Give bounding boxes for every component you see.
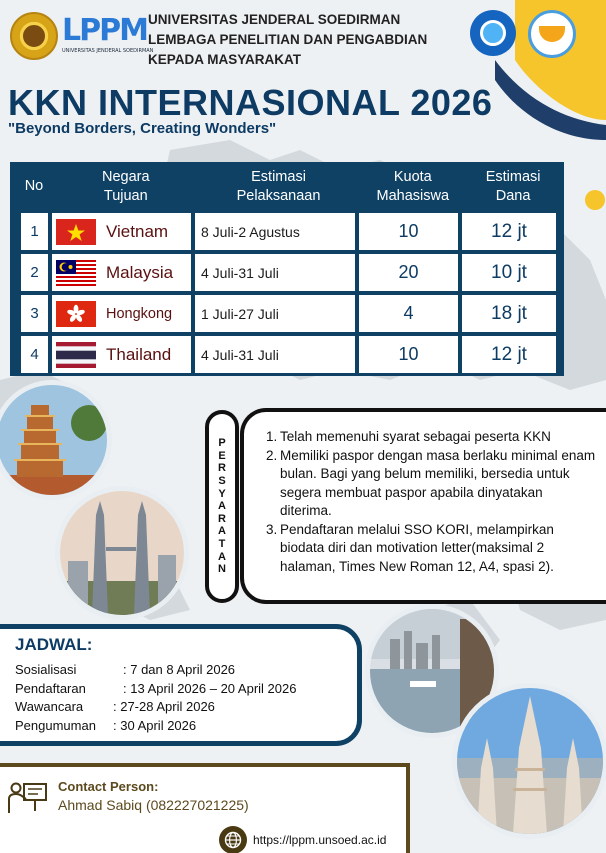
header-date: Estimasi Pelaksanaan xyxy=(236,168,321,204)
requirements-box xyxy=(240,408,606,604)
requirements-tab xyxy=(205,410,239,603)
country-name: Thailand xyxy=(106,344,172,364)
row-number: 1 xyxy=(21,213,48,250)
country-cell xyxy=(52,295,191,332)
requirement-item: 3. Pendaftaran melalui SSO KORI, melampirkan biodata diri dan motivation letter(maksimal 2 halaman, Times New Roman 12, A4, spasi 2). xyxy=(266,521,554,574)
row-number: 3 xyxy=(21,295,48,332)
schedule-row: Pengumuman : 30 April 2026 xyxy=(15,717,197,733)
quota-cell: 20 xyxy=(359,254,458,291)
date-cell: 1 Juli-27 Juli xyxy=(195,295,355,332)
lppm-logo-text: LPPM xyxy=(62,13,147,48)
tagline: "Beyond Borders, Creating Wonders" xyxy=(8,120,277,137)
date-cell: 4 Juli-31 Juli xyxy=(195,336,355,373)
requirement-item: 2. Memiliki paspor dengan masa berlaku minimal enam bulan. Bagi yang belum memiliki, bersedia untuk segera membuat paspor apabila dinyatakan diterima. xyxy=(266,447,596,518)
unsoed-logo xyxy=(10,12,58,60)
country-name: Hongkong xyxy=(106,305,173,322)
country-cell xyxy=(52,213,191,250)
schedule-row: Sosialisasi : 7 dan 8 April 2026 xyxy=(15,662,236,677)
globe-icon[interactable] xyxy=(219,826,247,853)
fund-cell: 12 jt xyxy=(462,336,556,373)
requirements-tab-letter: R xyxy=(218,512,226,525)
requirement-item: 1. Telah memenuhi syarat sebagai peserta KKN xyxy=(266,429,551,444)
requirements-tab-letter: T xyxy=(218,537,226,550)
schedule-title: JADWAL: xyxy=(15,635,93,654)
requirements-tab-letter: Y xyxy=(218,487,226,500)
requirements-tab-letter: N xyxy=(218,563,226,576)
row-number: 2 xyxy=(21,254,48,291)
header-country: Negara Tujuan xyxy=(102,168,150,204)
website-link[interactable]: https://lppm.unsoed.ac.id xyxy=(253,833,387,847)
requirements-tab-letter: P xyxy=(218,437,226,450)
row-number: 4 xyxy=(21,336,48,373)
program-table xyxy=(10,162,564,376)
thailand-flag-icon xyxy=(56,342,96,368)
fund-cell: 10 jt xyxy=(462,254,556,291)
table-row xyxy=(12,213,562,250)
bangkok-temple-photo xyxy=(452,683,606,839)
diktisaintek-berdampak-logo xyxy=(528,10,576,58)
requirements-tab-letter: A xyxy=(218,550,226,563)
header-fund: Estimasi Dana xyxy=(485,168,541,204)
requirements-tab-letter: S xyxy=(218,475,226,488)
quota-cell: 10 xyxy=(359,213,458,250)
contact-name: Ahmad Sabiq (082227021225) xyxy=(58,797,249,813)
presenter-icon xyxy=(6,781,48,815)
org-name-line-3: KEPADA MASYARAKAT xyxy=(148,52,302,67)
requirements-tab-letters xyxy=(218,437,226,576)
country-name: Vietnam xyxy=(106,221,169,241)
schedule-box xyxy=(0,624,362,746)
country-cell xyxy=(52,336,191,373)
malaysia-flag-icon xyxy=(56,260,96,286)
requirements-tab-letter: A xyxy=(218,525,226,538)
table-row xyxy=(12,254,562,291)
requirements-tab-letter: A xyxy=(218,500,226,513)
country-name: Malaysia xyxy=(106,262,174,282)
table-row xyxy=(12,336,562,373)
country-cell xyxy=(52,254,191,291)
lppm-logo-subtitle: UNIVERSITAS JENDERAL SOEDIRMAN xyxy=(62,48,154,54)
date-cell: 8 Juli-2 Agustus xyxy=(195,213,355,250)
schedule-row: Pendaftaran : 13 April 2026 – 20 April 2026 xyxy=(15,680,297,696)
page-title: KKN INTERNASIONAL 2026 xyxy=(8,82,493,123)
org-name-line-1: UNIVERSITAS JENDERAL SOEDIRMAN xyxy=(148,12,401,27)
header-quota: Kuota Mahasiswa xyxy=(376,168,450,204)
quota-cell: 10 xyxy=(359,336,458,373)
org-name-line-2: LEMBAGA PENELITIAN DAN PENGABDIAN xyxy=(148,32,428,47)
quota-cell: 4 xyxy=(359,295,458,332)
contact-label: Contact Person: xyxy=(58,779,159,794)
fund-cell: 12 jt xyxy=(462,213,556,250)
kemdiktisaintek-logo xyxy=(470,10,516,56)
schedule-row: Wawancara : 27-28 April 2026 xyxy=(15,699,215,714)
table-row xyxy=(12,295,562,332)
requirements-tab-letter: E xyxy=(218,449,226,462)
table-header xyxy=(12,164,562,209)
requirements-tab-letter: R xyxy=(218,462,226,475)
lppm-logo xyxy=(62,13,154,62)
vietnam-flag-icon xyxy=(56,219,96,245)
kuala-lumpur-towers-photo xyxy=(55,486,189,620)
fund-cell: 18 jt xyxy=(462,295,556,332)
hongkong-flag-icon xyxy=(56,301,96,327)
date-cell: 4 Juli-31 Juli xyxy=(195,254,355,291)
header-no: No xyxy=(24,178,44,194)
